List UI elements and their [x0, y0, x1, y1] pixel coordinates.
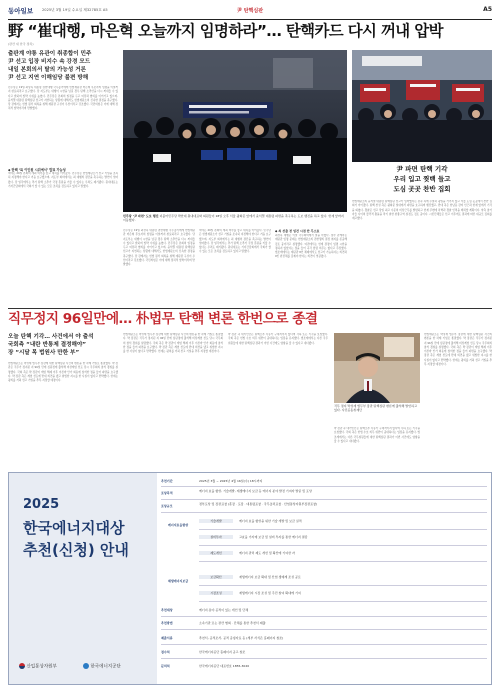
second-subhead: 국회측 “내란 반통제 결정해야” — [8, 342, 87, 348]
right-head-quote-a: 尹 파면 — [396, 165, 418, 173]
newspaper-logo: 동아일보 — [8, 7, 34, 15]
section-label: 尹 탄핵심판 — [236, 7, 264, 14]
energy-award-ad — [8, 472, 492, 685]
ad-info-table — [161, 477, 487, 682]
minister-photo — [334, 333, 420, 403]
rally-photo — [352, 50, 492, 162]
ad-sub-row: 제도개선 에너지 관리 제도 개선 및 확산에 기여한 자 — [199, 547, 487, 562]
lead-body-continued: 여야는 20일 본회의 개최 여부를 놓고 대치를 이어갔다. 민주당은 헌법재판소가 선고 기일을 조속히 지정해야 한다고 거듭 요구했으며, 지도부 회의에서는 최 대행의 결단을 촉구하는 발언이 잇따랐다. 당 일각에서는 추가 탄핵 소추가 국정 혼란을 키울 수 있다는 우려도 제기됐다. 원내대표는 기자간담회에서 국회가 할 수 있는 모든 조치를 검토하고 있다고 말했다. — [8, 172, 118, 188]
ad-sub-row: 보급확산 재생에너지 보급 확대 및 산업 생태계 조성 공로 — [199, 571, 487, 586]
lead-body: 민주당은 19일 최상목 대통령 권한대행 국무총리에게 헌법재판관 마은혁 후보자의 임명을 이날까지 완료하라고 요구했다. 당 지도부는 대행이 시한을 넘길 경우 탄핵 소추안을 다시 꺼내들 수 있다고 밝히며 압박 수위를 높였다. 민주당은 본회의 일정을 두고 여당과 협의를 이어가고 있으며, 윤석열 대통령 탄핵심판 선고가 지연되는 상황에 대해서도 헌법재판소의 신속한 결정을 촉구했다. 당 관계자는 헌법 질서 회복을 위해 재판관 구성이 우선이라고 강조했다. 국민의힘은 이에 대해 정치적 압박이라며 반발했다. — [8, 86, 118, 111]
ad-row: 문의처 한국에너지공단 대표번호 1855-3020 — [161, 664, 250, 668]
ad-sub-row: 시장조성 재생에너지 시장 조성 및 주민 참여 확대에 기여 — [199, 587, 487, 602]
page-number: A5 — [483, 6, 492, 13]
right-col-body: 헌법재판소의 윤석열 대통령 탄핵심판 선고가 임박했다는 관측 속에 주말과 평일을 가리지 않고 서울 도심 곳곳에서 찬반 집회가 이어졌다. 탄핵 찬성 측은 광화문 일대에서 파면을 요구하며 행진했고, 반대 측은 한남동 관저 인근과 헌재 앞에서 기각을 외쳤다. 경찰은 선고 당일 최고 수준의 비상근무를 발령하고 헌재 주변에 차벽과 경찰 인력을 배치할 계획이다. 양측 참가자들 사이의 물리적 충돌을 막기 위한 완충구역 설정도 검토 중이다. 시민단체들은 선고 이후에도 결과에 따른 대규모 집회를 예고했다. — [352, 200, 492, 221]
right-head-line3: 우리 입고 찢백 들고 — [393, 175, 451, 183]
col4-subhead: ◆ 최 선출 전 임건 시점 안 무소효 — [275, 229, 320, 233]
ad-row-period: 추천기간 2025년 3월 ~ 2025년 4월 16일(수) 18시까지 — [161, 477, 487, 487]
minister-photo-caption: 직무 정지 박성재 법무부 장관 탄핵심판 변론에 출석해 발언하고 있다. 사진공동취재단 — [334, 404, 417, 413]
lead-byline-note: (관련 새 한국 정치) — [8, 42, 34, 46]
ad-sub-row: 기술개발 에너지 효율 향상을 위한 기술 개발 및 보급 실적 — [199, 515, 487, 530]
masthead-rule — [8, 19, 492, 20]
kea-logo-icon — [83, 663, 89, 669]
col4-body: 최상목 대행은 이날 국무회의에서 말을 아꼈다. 정부 관계자는 재판관 임명 문제는 헌법재판소의 권한쟁의 결정 취지를 존중해 검토 중이라고 설명했다. 여권에서는 헌재 결정이 임명 시한을 정하지 않았다는 점을 들어 즉각 임명 의무는 없다고 주장했다. 법조계에서는 재판관 8인 체제에서도 선고가 가능하다는 의견과 9인 완전체를 갖춰야 한다는 의견이 엇갈렸다. — [275, 234, 347, 259]
caption-text: 더불어민주당 박찬대 원내대표와 의원들이 18일 오후 서울 광화문 앞에서 윤석열 대통령 파면을 촉구하는 도보 행진을 하고 있다. 헌재 앞까지 이동했다. — [123, 214, 344, 223]
ad-row: 포상목적 에너지 효율 향상, 기술개발, 재생에너지 보급 등 에너지 분야 발전 기여자 발굴 및 포상 — [161, 488, 487, 500]
lead-subhead: 내일 본회의서 탈의 가능성 거론 — [8, 67, 87, 73]
second-subhead: 장 “시달 목 법원사 만한 부” — [8, 350, 80, 356]
ad-sub-row: 설비투자 고효율 기자재 보급 및 설비 투자를 통한 에너지 절감 — [199, 531, 487, 546]
section-divider — [8, 308, 492, 309]
ad-side-label-efficiency: 에너지효율향상 — [167, 523, 189, 527]
lead-subhead: 출판계 야통 유관이 취종합이 민주 — [8, 51, 92, 57]
lead-headline: 野 “崔대행, 마은혁 오늘까지 임명하라”… 탄핵카드 다시 꺼내 압박 — [8, 22, 443, 40]
right-col-headlines — [352, 164, 492, 194]
second-headline: 직무정지 96일만에… 朴법무 탄핵 변론 한번으로 종결 — [8, 311, 318, 327]
protest-photo-caption — [123, 214, 347, 227]
second-body-col4: 박 장관 측 대리인단은 탄핵소추 사유가 구체적이지 않다며 각하 또는 기각을 요청했다. 국회 측은 헌법 수호 의무 위반이 중대하다는 입장을 유지했다. 법조계에서는 다른 국무위원들에 대한 탄핵심판 결과가 이번 사건에도 영향을 줄 수 있다고 내다봤다. — [334, 427, 420, 443]
ad-logo-kea: 한국에너지공단 — [83, 663, 121, 670]
lead-body-col3: 여야는 20일 본회의 개최 여부를 놓고 대치를 이어갔다. 민주당은 헌법재판소가 선고 기일을 조속히 지정해야 한다고 거듭 요구했으며, 지도부 회의에서는 최 대행의 결단을 촉구하는 발언이 잇따랐다. 당 일각에서는 추가 탄핵 소추가 국정 혼란을 키울 수 있다는 우려도 제기됐다. 원내대표는 기자간담회에서 국회가 할 수 있는 모든 조치를 검토하고 있다고 말했다. — [199, 229, 271, 254]
second-body-col2: 헌법재판소는 박성재 법무부 장관에 대한 탄핵심판 사건의 변론을 한 차례 기일로 종결했다. 박 장관은 직무가 정지된 지 96일 만에 심판정에 출석해 비상계엄 선포 당시 국무회의 참석 경위를 설명했다. 국회 측은 박 장관이 계엄 해제 이후 이른바 안가 회동에 참석한 점을 들어 파면을 요구했다. 박 장관 측은 계엄 선포에 반대 의견을 냈고 위법한 지시를 한 사실이 없다고 반박했다. 헌재는 평의를 거쳐 선고 기일을 추후 지정할 예정이다. — [123, 333, 223, 354]
ad-side-label-renewable: 재생에너지보급 — [167, 579, 189, 583]
lead-subheads — [8, 50, 118, 82]
right-head-quote-b: 탄핵 기각 — [420, 165, 448, 173]
ad-row: 추천방법 소속기관 또는 관련 협회 · 단체를 통한 추천서 제출 — [161, 618, 487, 630]
ad-title-block — [9, 473, 157, 684]
second-subheads — [8, 333, 118, 357]
lead-subhead: 尹 선고 입장 비지수 속 강경 모드 — [8, 59, 91, 65]
ad-row: 제출서류 추천서, 공적조서, 공적 증빙자료 등 (세부 서식은 홈페이지 참조) — [161, 633, 487, 645]
ad-title-sub: 추천(신청) 안내 — [23, 541, 129, 559]
protest-photo — [123, 50, 347, 212]
ad-title-year: 2025 — [23, 497, 60, 512]
lead-subhead: 尹 선고 지연 이해임당 불편 방해 — [8, 75, 89, 81]
right-head-line4: 도심 곳곳 찬반 집회 — [393, 185, 451, 193]
ad-logo-motie: 산업통상자원부 — [19, 663, 57, 670]
ad-row: 포상규모 정부포상 및 장관표창 (훈장 · 포장 · 대통령표창 · 국무총리표창 · 산업통상자원부장관표창) — [161, 501, 487, 513]
masthead — [8, 6, 492, 18]
caption-title: 민주당 ‘尹 파면’ 도보 행진 — [123, 214, 159, 218]
lead-body-col2: 민주당은 19일 최상목 대통령 권한대행 국무총리에게 헌법재판관 마은혁 후보자의 임명을 이날까지 완료하라고 요구했다. 당 지도부는 대행이 시한을 넘길 경우 탄핵 소추안을 다시 꺼내들 수 있다고 밝히며 압박 수위를 높였다. 민주당은 본회의 일정을 두고 여당과 협의를 이어가고 있으며, 윤석열 대통령 탄핵심판 선고가 지연되는 상황에 대해서도 헌법재판소의 신속한 결정을 촉구했다. 당 관계자는 헌법 질서 회복을 위해 재판관 구성이 우선이라고 강조했다. 국민의힘은 이에 대해 정치적 압박이라며 반발했다. — [123, 229, 195, 267]
ad-title-main: 한국에너지대상 — [23, 519, 125, 537]
second-body-col1: 헌법재판소는 박성재 법무부 장관에 대한 탄핵심판 사건의 변론을 한 차례 기일로 종결했다. 박 장관은 직무가 정지된 지 96일 만에 심판정에 출석해 비상계엄 선포 당시 국무회의 참석 경위를 설명했다. 국회 측은 박 장관이 계엄 해제 이후 이른바 안가 회동에 참석한 점을 들어 파면을 요구했다. 박 장관 측은 계엄 선포에 반대 의견을 냈고 위법한 지시를 한 사실이 없다고 반박했다. 헌재는 평의를 거쳐 선고 기일을 추후 지정할 예정이다. — [8, 362, 118, 383]
taeguk-icon — [19, 663, 25, 669]
second-subhead: 오늘 탄핵 기각… 사건에서 야 출석 — [8, 334, 94, 340]
date-line: 2025년 3월 19일 수요일 제32785호 A5 — [42, 7, 108, 12]
second-body-col3: 박 장관 측 대리인단은 탄핵소추 사유가 구체적이지 않다며 각하 또는 기각을 요청했다. 국회 측은 헌법 수호 의무 위반이 중대하다는 입장을 유지했다. 법조계에서는 다른 국무위원들에 대한 탄핵심판 결과가 이번 사건에도 영향을 줄 수 있다고 내다봤다. — [228, 333, 328, 345]
ad-row: 추천대상 에너지 분야 공적이 있는 개인 및 단체 — [161, 605, 487, 617]
lead-inline-head: ◆ 탄핵 ‘특 이인원 시위에서’ 발표 가능성 — [8, 168, 66, 172]
second-body-col5: 헌법재판소는 박성재 법무부 장관에 대한 탄핵심판 사건의 변론을 한 차례 기일로 종결했다. 박 장관은 직무가 정지된 지 96일 만에 심판정에 출석해 비상계엄 선포 당시 국무회의 참석 경위를 설명했다. 국회 측은 박 장관이 계엄 해제 이후 이른바 안가 회동에 참석한 점을 들어 파면을 요구했다. 박 장관 측은 계엄 선포에 반대 의견을 냈고 위법한 지시를 한 사실이 없다고 반박했다. 헌재는 평의를 거쳐 선고 기일을 추후 지정할 예정이다. — [424, 333, 492, 367]
ad-row: 접수처 한국에너지공단 홈페이지 공고 참조 — [161, 647, 487, 659]
